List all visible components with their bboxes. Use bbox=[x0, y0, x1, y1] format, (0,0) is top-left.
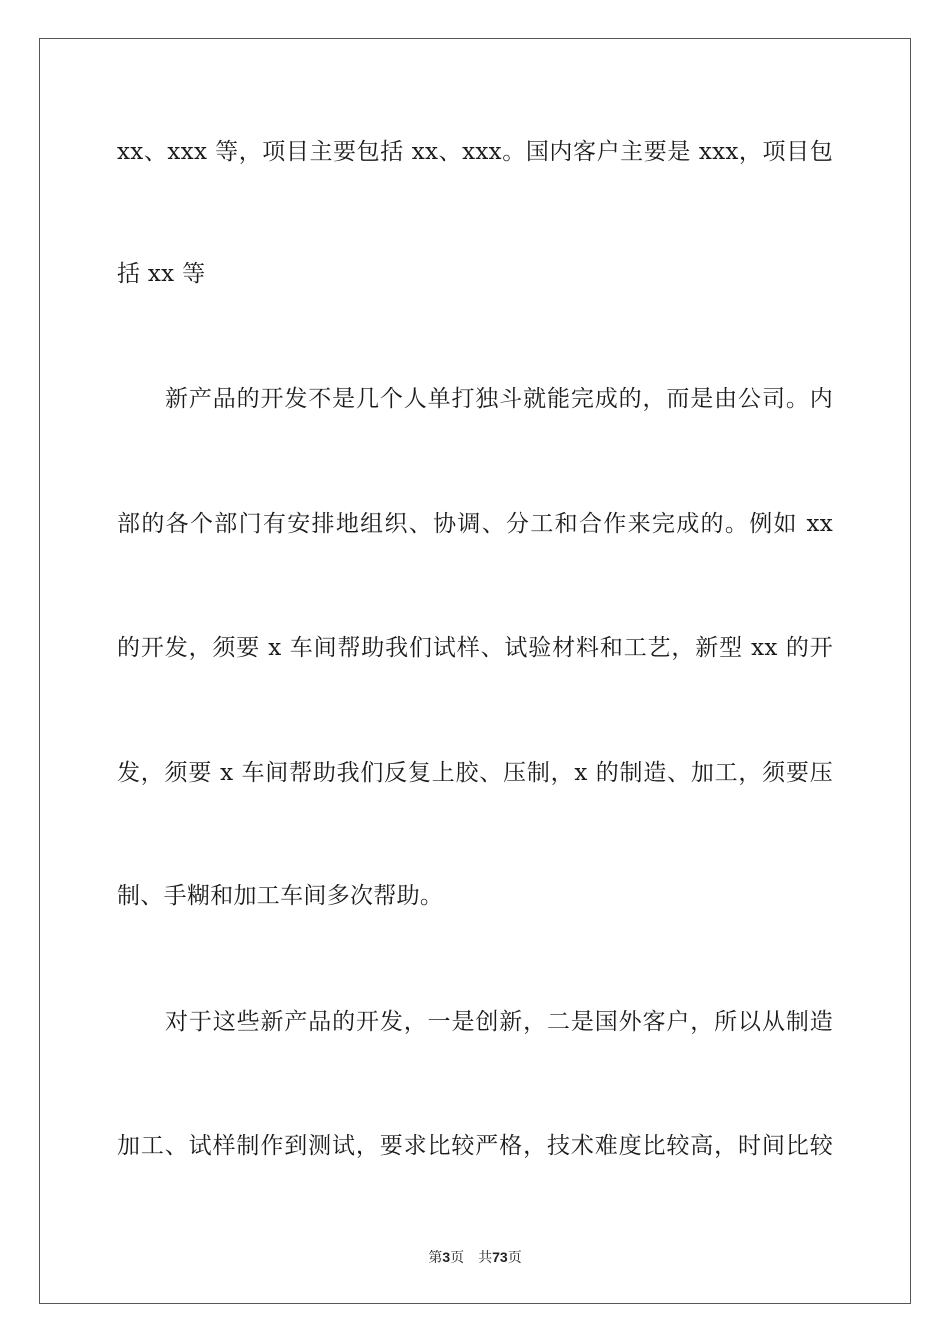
text-line-3: 新产品的开发不是几个人单打独斗就能完成的，而是由公司。内 bbox=[165, 386, 833, 412]
page-prefix: 第 bbox=[428, 1250, 443, 1266]
page-border bbox=[39, 38, 911, 1304]
text-line-7: 制、手糊和加工车间多次帮助。 bbox=[117, 883, 444, 909]
text-line-8: 对于这些新产品的开发，一是创新，二是国外客户，所以从制造 bbox=[165, 1009, 833, 1035]
text-line-5: 的开发，须要 x 车间帮助我们试样、试验材料和工艺，新型 xx 的开 bbox=[117, 635, 833, 661]
text-line-2: 括 xx 等 bbox=[117, 261, 206, 287]
text-line-4: 部的各个部门有安排地组织、协调、分工和合作来完成的。例如 xx bbox=[117, 511, 833, 537]
total-pages: 73 bbox=[492, 1249, 508, 1265]
page-footer bbox=[0, 1248, 950, 1267]
page-number: 3 bbox=[442, 1249, 451, 1265]
total-prefix: 共 bbox=[478, 1250, 493, 1266]
page-suffix: 页 bbox=[450, 1250, 465, 1266]
text-line-6: 发，须要 x 车间帮助我们反复上胶、压制，x 的制造、加工，须要压 bbox=[117, 760, 833, 786]
text-line-9: 加工、试样制作到测试，要求比较严格，技术难度比较高，时间比较 bbox=[117, 1133, 833, 1159]
total-suffix: 页 bbox=[507, 1250, 522, 1266]
text-line-1: xx、xxx 等，项目主要包括 xx、xxx。国内客户主要是 xxx，项目包 bbox=[117, 139, 833, 165]
